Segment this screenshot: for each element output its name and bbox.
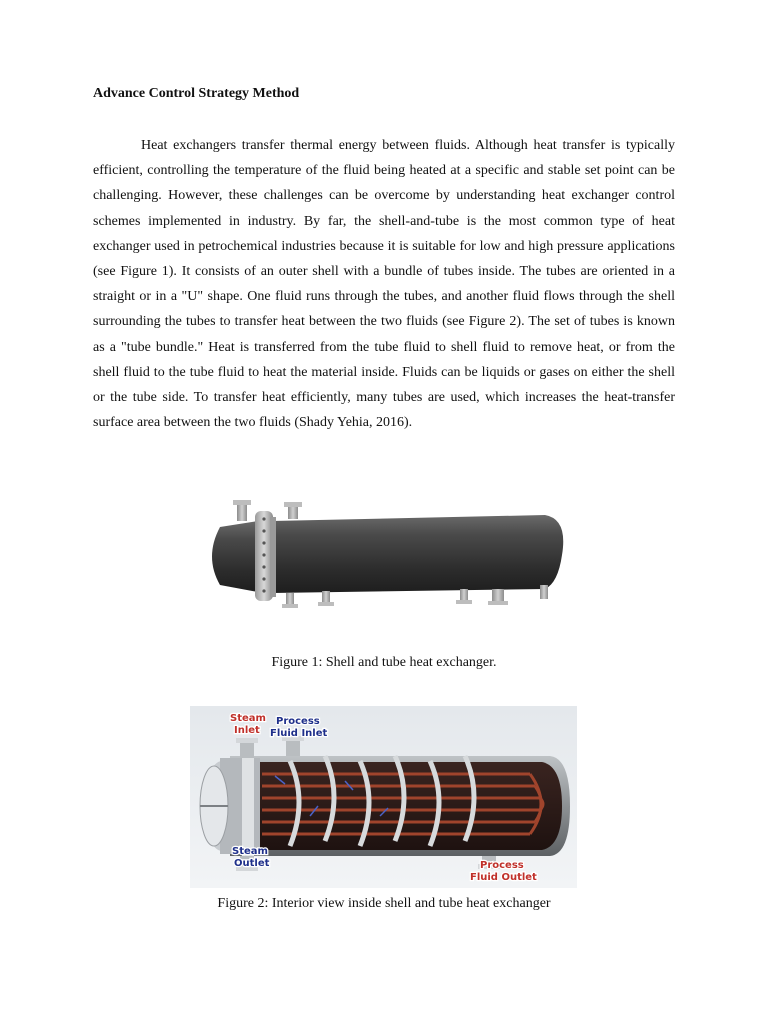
- steam-inlet-label-2: Inlet: [234, 725, 260, 736]
- figure-1-caption: Figure 1: Shell and tube heat exchanger.: [271, 655, 497, 670]
- process-inlet-label-2: Fluid Inlet: [270, 728, 328, 739]
- steam-outlet-label-2: Outlet: [234, 858, 270, 869]
- figure-2-interior-view-image: [190, 706, 577, 888]
- body-paragraph: Heat exchangers transfer thermal energy between fluids. Although heat transfer is typically efficient, controlling the temperature of the fluid being heated at a specific and stable set point can be challenging. However, these challenges can be overcome by understanding heat exchanger control schemes implemented in industry. By far, the shell-and-tube is the most common type of heat exchanger used in petrochemical industries because it is suitable for low and high pressure applications (see Figure 1). It consists of an outer shell with a bundle of tubes inside. The tubes are oriented in a straight or in a "U" shape. One fluid runs through the tubes, and another fluid flows through the shell surrounding the tubes to transfer heat between the two fluids (see Figure 2). The set of tubes is known as a "tube bundle." Heat is transferred from the tube fluid to shell fluid to remove heat, or from the shell fluid to the tube fluid to heat the material inside. Fluids can be liquids or gases on either the shell or the tube side. To transfer heat efficiently, many tubes are used, which increases the heat-transfer surface area between the two fluids (Shady Yehia, 2016).: [93, 138, 675, 431]
- process-outlet-label-1: Process: [480, 860, 524, 871]
- process-outlet-label-2: Fluid Outlet: [470, 872, 537, 883]
- figure-1-heat-exchanger-image: [200, 497, 568, 615]
- steam-outlet-label-1: Steam: [232, 846, 268, 857]
- section-heading: Advance Control Strategy Method: [93, 86, 300, 101]
- figure-2-caption: Figure 2: Interior view inside shell and tube heat exchanger: [217, 896, 551, 911]
- process-inlet-label-1: Process: [276, 716, 320, 727]
- steam-inlet-label-1: Steam: [230, 713, 266, 724]
